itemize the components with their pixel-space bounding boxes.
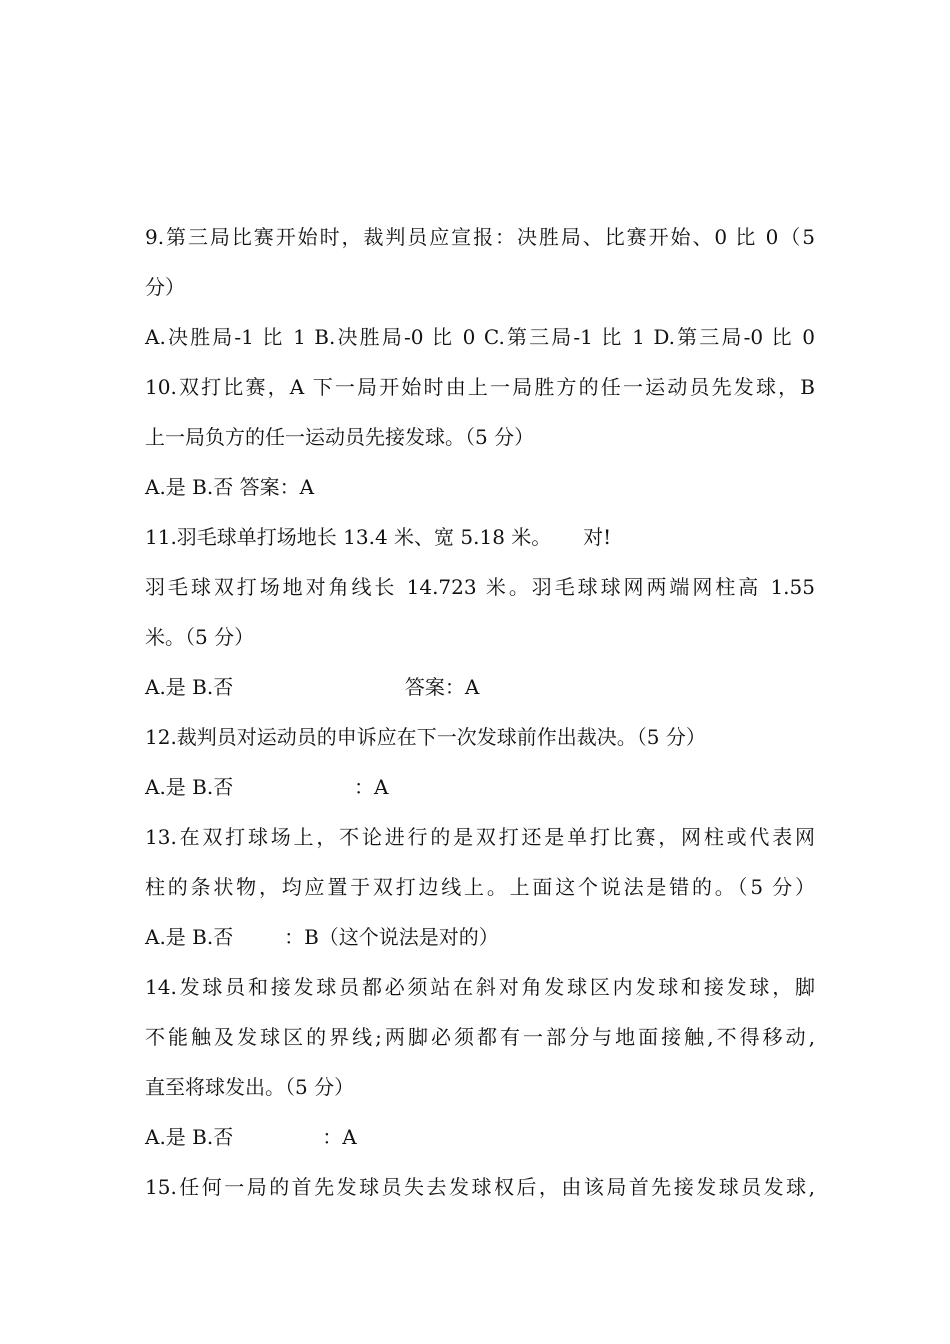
text-line: 12.裁判员对运动员的申诉应在下一次发球前作出裁决。（5 分） (145, 725, 706, 749)
text-line: 13.在双打球场上，不论进行的是双打还是单打比赛，网柱或代表网 (145, 825, 815, 849)
text-line: 米。（5 分） (145, 625, 255, 649)
text-line: A.是 B.否 ：A (145, 1125, 357, 1149)
text-line: A.是 B.否 ：A (145, 775, 389, 799)
text-line: 9.第三局比赛开始时，裁判员应宣报：决胜局、比赛开始、0 比 0（5 (145, 225, 815, 249)
text-line: 上一局负方的任一运动员先接发球。（5 分） (145, 425, 535, 449)
text-line: A.决胜局-1 比 1 B.决胜局-0 比 0 C.第三局-1 比 1 D.第三局-0 比 0 (145, 325, 815, 349)
text-line: 分） (145, 275, 185, 299)
text-line: 不能触及发球区的界线;两脚必须都有一部分与地面接触,不得移动, (145, 1025, 815, 1049)
text-line: A.是 B.否 答案：A (145, 675, 480, 699)
document-body (145, 212, 815, 1212)
text-line: 15.任何一局的首先发球员失去发球权后，由该局首先接发球员发球, (145, 1175, 815, 1199)
text-line: 14.发球员和接发球员都必须站在斜对角发球区内发球和接发球，脚 (145, 975, 815, 999)
text-line: A.是 B.否 ：B（这个说法是对的） (145, 925, 499, 949)
text-line: 柱的条状物，均应置于双打边线上。上面这个说法是错的。（5 分） (145, 875, 815, 899)
text-line: 11.羽毛球单打场地长 13.4 米、宽 5.18 米。 对! (145, 525, 612, 549)
text-line: 羽毛球双打场地对角线长 14.723 米。羽毛球球网两端网柱高 1.55 (145, 575, 815, 599)
text-line: 10.双打比赛，A 下一局开始时由上一局胜方的任一运动员先发球，B (145, 375, 815, 399)
text-line: 直至将球发出。（5 分） (145, 1075, 355, 1099)
text-line: A.是 B.否 答案：A (145, 475, 315, 499)
